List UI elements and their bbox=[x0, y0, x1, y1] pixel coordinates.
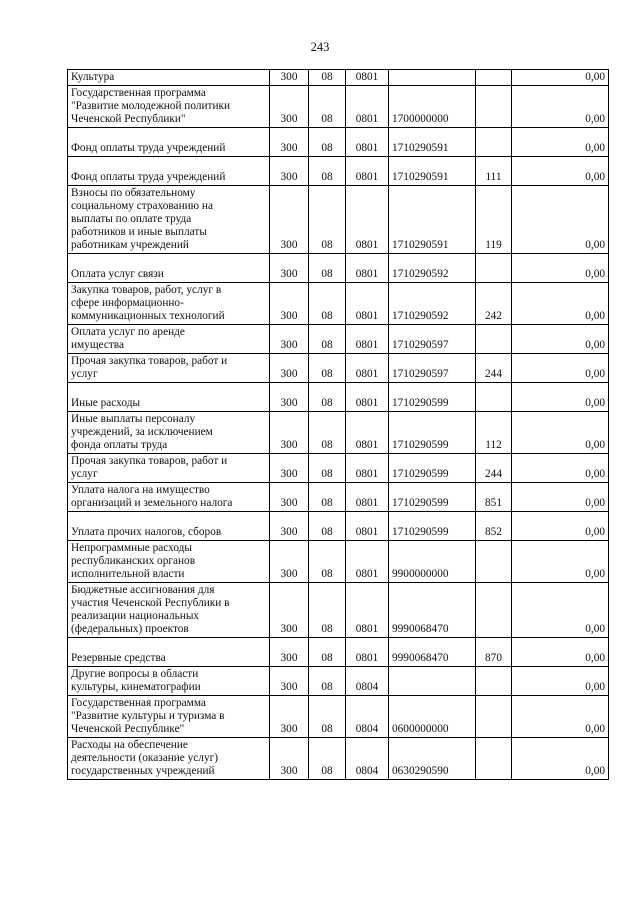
amount: 0,00 bbox=[512, 583, 609, 638]
section-code: 08 bbox=[309, 483, 346, 512]
grbs-code: 300 bbox=[270, 283, 309, 325]
budget-table bbox=[67, 69, 609, 780]
subsection-code: 0801 bbox=[346, 128, 389, 157]
expense-type-code: 870 bbox=[476, 638, 512, 667]
section-code: 08 bbox=[309, 696, 346, 738]
grbs-code: 300 bbox=[270, 483, 309, 512]
target-article-code: 1710290597 bbox=[389, 354, 476, 383]
amount: 0,00 bbox=[512, 283, 609, 325]
section-code: 08 bbox=[309, 283, 346, 325]
grbs-code: 300 bbox=[270, 86, 309, 128]
section-code: 08 bbox=[309, 412, 346, 454]
grbs-code: 300 bbox=[270, 254, 309, 283]
item-name: Уплата налога на имущество организаций и земельного налога bbox=[68, 483, 270, 512]
section-code: 08 bbox=[309, 383, 346, 412]
subsection-code: 0801 bbox=[346, 541, 389, 583]
expense-type-code: 242 bbox=[476, 283, 512, 325]
table-row bbox=[68, 483, 609, 512]
table-row bbox=[68, 696, 609, 738]
subsection-code: 0801 bbox=[346, 325, 389, 354]
expense-type-code: 851 bbox=[476, 483, 512, 512]
subsection-code: 0801 bbox=[346, 186, 389, 254]
target-article-code: 1710290599 bbox=[389, 454, 476, 483]
table-row bbox=[68, 667, 609, 696]
item-name: Расходы на обеспечение деятельности (оказание услуг) государственных учреждений bbox=[68, 738, 270, 780]
grbs-code: 300 bbox=[270, 412, 309, 454]
subsection-code: 0801 bbox=[346, 512, 389, 541]
target-article-code: 1710290591 bbox=[389, 186, 476, 254]
subsection-code: 0801 bbox=[346, 412, 389, 454]
grbs-code: 300 bbox=[270, 157, 309, 186]
grbs-code: 300 bbox=[270, 512, 309, 541]
section-code: 08 bbox=[309, 541, 346, 583]
item-name: Закупка товаров, работ, услуг в сфере информационно- коммуникационных технологий bbox=[68, 283, 270, 325]
item-name: Иные расходы bbox=[68, 383, 270, 412]
expense-type-code bbox=[476, 128, 512, 157]
item-name: Резервные средства bbox=[68, 638, 270, 667]
subsection-code: 0804 bbox=[346, 738, 389, 780]
amount: 0,00 bbox=[512, 86, 609, 128]
grbs-code: 300 bbox=[270, 541, 309, 583]
grbs-code: 300 bbox=[270, 354, 309, 383]
expense-type-code: 112 bbox=[476, 412, 512, 454]
grbs-code: 300 bbox=[270, 638, 309, 667]
section-code: 08 bbox=[309, 128, 346, 157]
table-row bbox=[68, 541, 609, 583]
table-row bbox=[68, 70, 609, 86]
expense-type-code bbox=[476, 541, 512, 583]
table-row bbox=[68, 454, 609, 483]
table-row bbox=[68, 157, 609, 186]
grbs-code: 300 bbox=[270, 454, 309, 483]
table-row bbox=[68, 128, 609, 157]
expense-type-code bbox=[476, 325, 512, 354]
budget-table-body bbox=[68, 70, 609, 780]
target-article-code: 1710290597 bbox=[389, 325, 476, 354]
subsection-code: 0801 bbox=[346, 383, 389, 412]
subsection-code: 0801 bbox=[346, 483, 389, 512]
expense-type-code bbox=[476, 383, 512, 412]
expense-type-code bbox=[476, 738, 512, 780]
item-name: Прочая закупка товаров, работ и услуг bbox=[68, 354, 270, 383]
amount: 0,00 bbox=[512, 128, 609, 157]
expense-type-code: 119 bbox=[476, 186, 512, 254]
amount: 0,00 bbox=[512, 638, 609, 667]
expense-type-code bbox=[476, 86, 512, 128]
section-code: 08 bbox=[309, 254, 346, 283]
grbs-code: 300 bbox=[270, 696, 309, 738]
subsection-code: 0801 bbox=[346, 354, 389, 383]
section-code: 08 bbox=[309, 86, 346, 128]
section-code: 08 bbox=[309, 157, 346, 186]
grbs-code: 300 bbox=[270, 325, 309, 354]
amount: 0,00 bbox=[512, 483, 609, 512]
target-article-code bbox=[389, 70, 476, 86]
amount: 0,00 bbox=[512, 325, 609, 354]
target-article-code: 1710290599 bbox=[389, 412, 476, 454]
item-name: Государственная программа "Развитие культуры и туризма в Чеченской Республике" bbox=[68, 696, 270, 738]
item-name: Другие вопросы в области культуры, кинематографии bbox=[68, 667, 270, 696]
table-row bbox=[68, 512, 609, 541]
expense-type-code bbox=[476, 583, 512, 638]
amount: 0,00 bbox=[512, 254, 609, 283]
subsection-code: 0801 bbox=[346, 454, 389, 483]
table-row bbox=[68, 186, 609, 254]
amount: 0,00 bbox=[512, 383, 609, 412]
grbs-code: 300 bbox=[270, 583, 309, 638]
item-name: Непрограммные расходы республиканских органов исполнительной власти bbox=[68, 541, 270, 583]
amount: 0,00 bbox=[512, 696, 609, 738]
target-article-code: 1700000000 bbox=[389, 86, 476, 128]
expense-type-code bbox=[476, 667, 512, 696]
table-row bbox=[68, 738, 609, 780]
grbs-code: 300 bbox=[270, 70, 309, 86]
section-code: 08 bbox=[309, 583, 346, 638]
grbs-code: 300 bbox=[270, 128, 309, 157]
section-code: 08 bbox=[309, 186, 346, 254]
section-code: 08 bbox=[309, 325, 346, 354]
table-row bbox=[68, 412, 609, 454]
amount: 0,00 bbox=[512, 186, 609, 254]
subsection-code: 0801 bbox=[346, 254, 389, 283]
table-row bbox=[68, 383, 609, 412]
target-article-code: 1710290599 bbox=[389, 383, 476, 412]
target-article-code: 0630290590 bbox=[389, 738, 476, 780]
table-row bbox=[68, 86, 609, 128]
item-name: Иные выплаты персоналу учреждений, за исключением фонда оплаты труда bbox=[68, 412, 270, 454]
expense-type-code bbox=[476, 696, 512, 738]
target-article-code: 1710290599 bbox=[389, 512, 476, 541]
target-article-code bbox=[389, 667, 476, 696]
subsection-code: 0801 bbox=[346, 70, 389, 86]
target-article-code: 1710290591 bbox=[389, 128, 476, 157]
grbs-code: 300 bbox=[270, 186, 309, 254]
expense-type-code: 852 bbox=[476, 512, 512, 541]
amount: 0,00 bbox=[512, 512, 609, 541]
section-code: 08 bbox=[309, 354, 346, 383]
target-article-code: 1710290592 bbox=[389, 283, 476, 325]
item-name: Фонд оплаты труда учреждений bbox=[68, 157, 270, 186]
section-code: 08 bbox=[309, 512, 346, 541]
item-name: Бюджетные ассигнования для участия Чеченской Республики в реализации национальных (федеральных) проектов bbox=[68, 583, 270, 638]
target-article-code: 9990068470 bbox=[389, 583, 476, 638]
table-row bbox=[68, 283, 609, 325]
table-row bbox=[68, 583, 609, 638]
table-row bbox=[68, 254, 609, 283]
table-row bbox=[68, 638, 609, 667]
item-name: Государственная программа "Развитие молодежной политики Чеченской Республики" bbox=[68, 86, 270, 128]
table-row bbox=[68, 325, 609, 354]
section-code: 08 bbox=[309, 454, 346, 483]
subsection-code: 0801 bbox=[346, 638, 389, 667]
target-article-code: 1710290599 bbox=[389, 483, 476, 512]
target-article-code: 9900000000 bbox=[389, 541, 476, 583]
amount: 0,00 bbox=[512, 667, 609, 696]
expense-type-code: 244 bbox=[476, 354, 512, 383]
expense-type-code: 244 bbox=[476, 454, 512, 483]
target-article-code: 1710290591 bbox=[389, 157, 476, 186]
section-code: 08 bbox=[309, 70, 346, 86]
grbs-code: 300 bbox=[270, 667, 309, 696]
item-name: Уплата прочих налогов, сборов bbox=[68, 512, 270, 541]
amount: 0,00 bbox=[512, 412, 609, 454]
page-number: 243 bbox=[310, 40, 330, 54]
grbs-code: 300 bbox=[270, 383, 309, 412]
subsection-code: 0801 bbox=[346, 157, 389, 186]
amount: 0,00 bbox=[512, 454, 609, 483]
section-code: 08 bbox=[309, 638, 346, 667]
subsection-code: 0804 bbox=[346, 667, 389, 696]
item-name: Культура bbox=[68, 70, 270, 86]
amount: 0,00 bbox=[512, 354, 609, 383]
target-article-code: 0600000000 bbox=[389, 696, 476, 738]
amount: 0,00 bbox=[512, 541, 609, 583]
item-name: Оплата услуг связи bbox=[68, 254, 270, 283]
section-code: 08 bbox=[309, 667, 346, 696]
item-name: Взносы по обязательному социальному страхованию на выплаты по оплате труда работников и иные выплаты работникам учреждений bbox=[68, 186, 270, 254]
expense-type-code bbox=[476, 254, 512, 283]
item-name: Прочая закупка товаров, работ и услуг bbox=[68, 454, 270, 483]
item-name: Фонд оплаты труда учреждений bbox=[68, 128, 270, 157]
subsection-code: 0801 bbox=[346, 283, 389, 325]
section-code: 08 bbox=[309, 738, 346, 780]
grbs-code: 300 bbox=[270, 738, 309, 780]
expense-type-code: 111 bbox=[476, 157, 512, 186]
subsection-code: 0801 bbox=[346, 86, 389, 128]
expense-type-code bbox=[476, 70, 512, 86]
amount: 0,00 bbox=[512, 738, 609, 780]
subsection-code: 0804 bbox=[346, 696, 389, 738]
subsection-code: 0801 bbox=[346, 583, 389, 638]
amount: 0,00 bbox=[512, 70, 609, 86]
item-name: Оплата услуг по аренде имущества bbox=[68, 325, 270, 354]
amount: 0,00 bbox=[512, 157, 609, 186]
target-article-code: 9990068470 bbox=[389, 638, 476, 667]
table-row bbox=[68, 354, 609, 383]
target-article-code: 1710290592 bbox=[389, 254, 476, 283]
